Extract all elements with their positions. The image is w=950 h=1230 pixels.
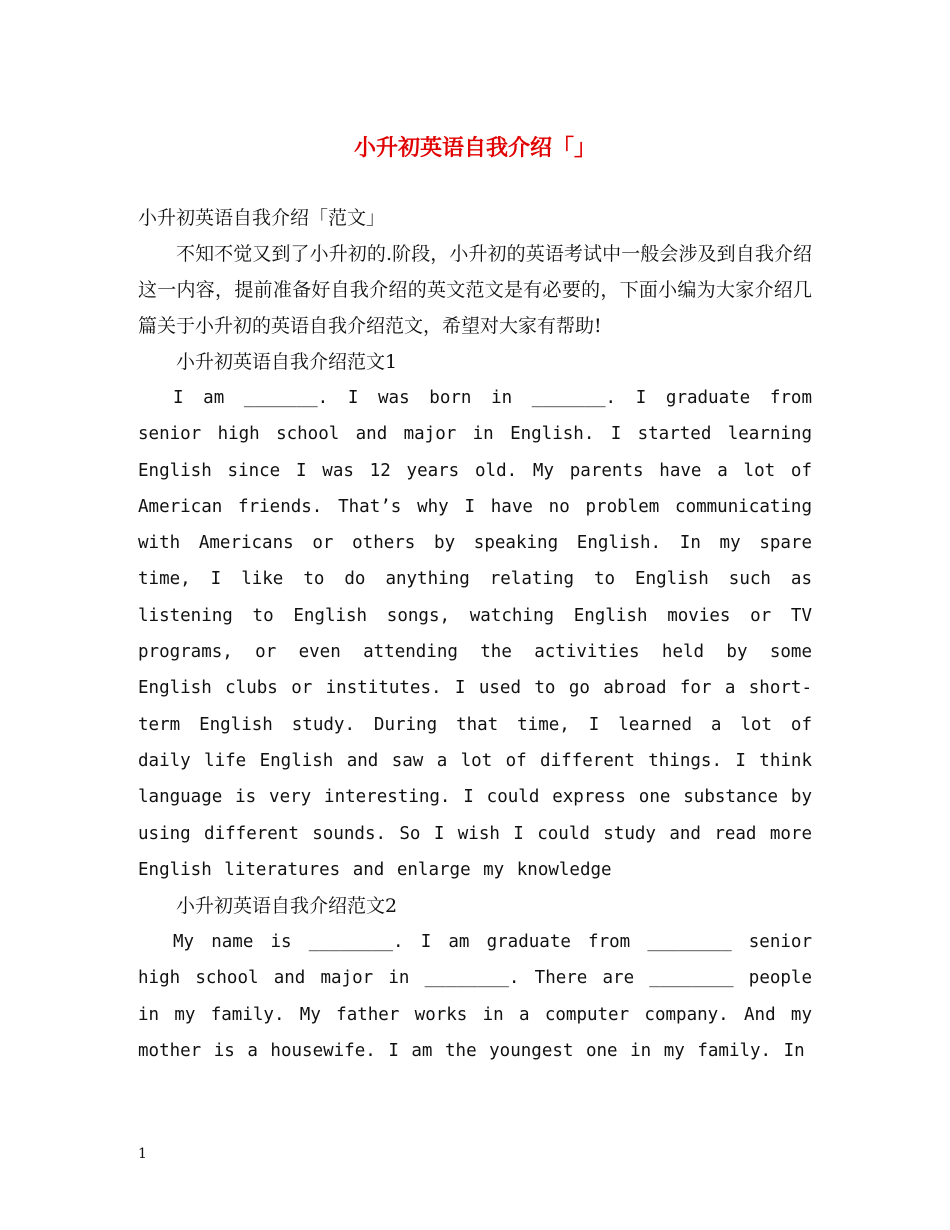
page-number: 1: [138, 1146, 147, 1162]
section-body-1: I am _______. I was born in _______. I graduate from senior high school and major in English. I started learning English since I was 12 years old. My parents have a lot of American friends. That’s why I have no problem communicating with Americans or others by speaking English. In my spare time, I like to do anything relating to English such as listening to English songs, watching English movies or TV programs, or even attending the activities held by some English clubs or institutes. I used to go abroad for a short-term English study. During that time, I learned a lot of daily life English and saw a lot of different things. I think language is very interesting. I could express one substance by using different sounds. So I wish I could study and read more English literatures and enlarge my knowledge: [138, 388, 812, 880]
section-body-2: My name is ________. I am graduate from ________ senior high school and major in ________. There are ________ people in my family. My father works in a computer company. And my mother is a housewife. I am the youngest one in my family. In: [138, 932, 812, 1062]
document-body: [138, 200, 812, 1069]
intro-paragraph: 不知不觉又到了小升初的.阶段，小升初的英语考试中一般会涉及到自我介绍这一内容，提前准备好自我介绍的英文范文是有必要的，下面小编为大家介绍几篇关于小升初的英语自我介绍范文，希望对大家有帮助!: [138, 243, 812, 337]
section-heading-1: 小升初英语自我介绍范文1: [176, 351, 398, 373]
section-heading-2: 小升初英语自我介绍范文2: [176, 895, 398, 918]
document-subtitle: 小升初英语自我介绍「范文」: [138, 207, 386, 229]
document-title: 小升初英语自我介绍「」: [353, 135, 596, 161]
